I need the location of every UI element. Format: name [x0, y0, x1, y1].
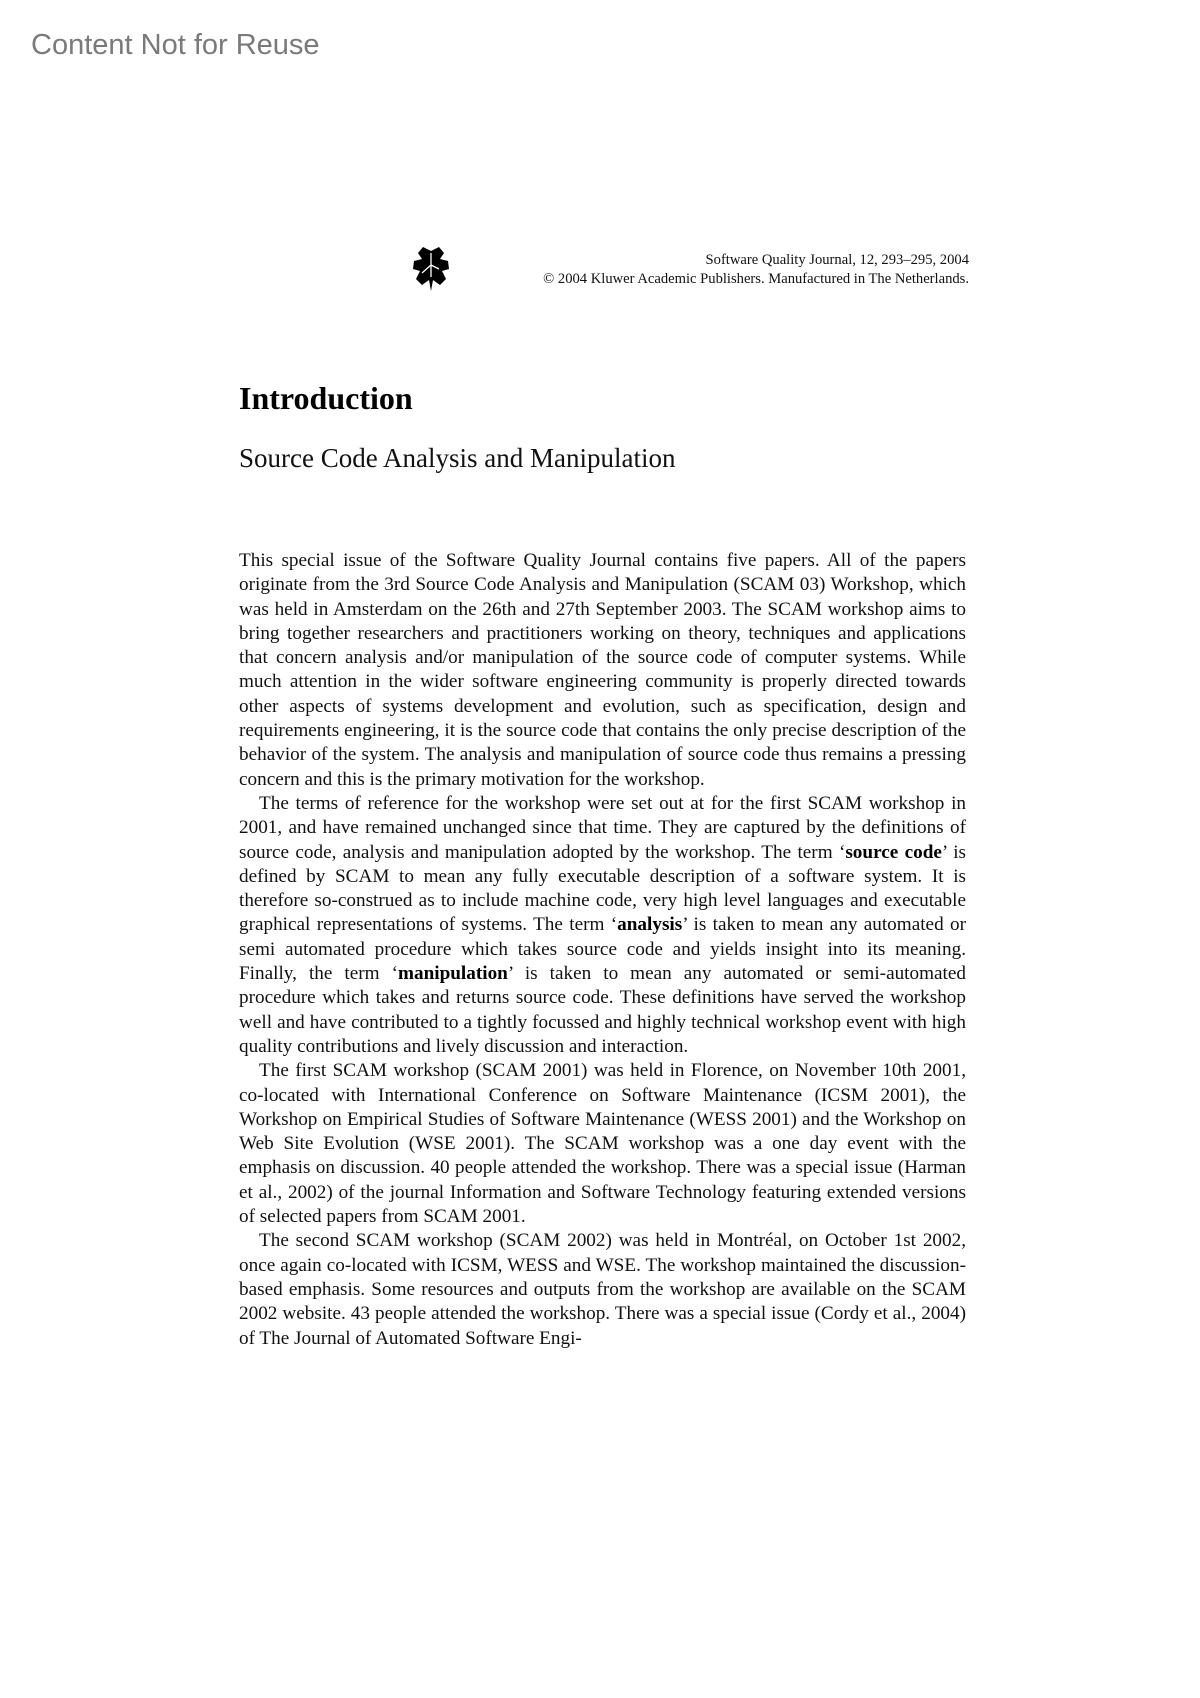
term-manipulation: manipulation [398, 963, 508, 985]
paragraph-terms-of-reference [239, 792, 966, 1059]
text-segment: The terms of reference for the workshop were set out at for the first SCAM workshop in 2001, and have remained unchanged since that time. They are captured by the definitions of source code, analysis and manipulation adopted by the workshop. The term ‘ [239, 792, 966, 863]
term-source-code: source code [845, 841, 942, 863]
article-body [239, 549, 966, 1351]
journal-masthead [412, 247, 969, 295]
article-title: Introduction [239, 380, 413, 416]
paragraph-scam-2002: The second SCAM workshop (SCAM 2002) was held in Montréal, on October 1st 2002, once again co-located with ICSM, WESS and WSE. The workshop maintained the discussion-based emphasis. Some resources and outputs from the workshop are available on the SCAM 2002 website. 43 people attended the workshop. There was a special issue (Cordy et al., 2004) of The Journal of Automated Software Engi- [239, 1230, 966, 1349]
text-segment: ’ is taken to mean any automated or semi automated procedure which takes source code and yields insight into its meaning. Finally, the term ‘ [239, 914, 966, 985]
copyright-notice: © 2004 Kluwer Academic Publishers. Manufactured in The Netherlands. [543, 271, 969, 287]
watermark: Content Not for Reuse [31, 29, 320, 61]
text-segment: ’ is taken to mean any automated or semi-automated procedure which takes and returns source code. These definitions have served the workshop well and have contributed to a tightly focussed and highly technical workshop event with high quality contributions and lively discussion and interaction. [239, 963, 966, 1057]
term-analysis: analysis [617, 914, 683, 936]
citation-block [543, 251, 969, 289]
article-subtitle: Source Code Analysis and Manipulation [239, 443, 676, 473]
journal-citation: Software Quality Journal, 12, 293–295, 2004 [705, 252, 969, 268]
kluwer-publisher-logo-icon [412, 247, 450, 291]
text-segment: ’ is defined by SCAM to mean any fully executable description of a software system. It is therefore so-construed as to include machine code, very high level languages and executable graphical representations of systems. The term ‘ [239, 841, 966, 936]
paragraph-intro: This special issue of the Software Quality Journal contains five papers. All of the papers originate from the 3rd Source Code Analysis and Manipulation (SCAM 03) Workshop, which was held in Amsterdam on the 26th and 27th September 2003. The SCAM workshop aims to bring together researchers and practitioners working on theory, techniques and applications that concern analysis and/or manipulation of the source code of computer systems. While much attention in the wider software engineering community is properly directed towards other aspects of systems development and evolution, such as specification, design and requirements engineering, it is the source code that contains the only precise description of the behavior of the system. The analysis and manipulation of source code thus remains a pressing concern and this is the primary motivation for the workshop. [239, 550, 966, 790]
paragraph-scam-2001: The first SCAM workshop (SCAM 2001) was held in Florence, on November 10th 2001, co-located with International Conference on Software Maintenance (ICSM 2001), the Workshop on Empirical Studies of Software Maintenance (WESS 2001) and the Workshop on Web Site Evolution (WSE 2001). The SCAM workshop was a one day event with the emphasis on discussion. 40 people attended the workshop. There was a special issue (Harman et al., 2002) of the journal Information and Software Technology featuring extended versions of selected papers from SCAM 2001. [239, 1060, 966, 1228]
